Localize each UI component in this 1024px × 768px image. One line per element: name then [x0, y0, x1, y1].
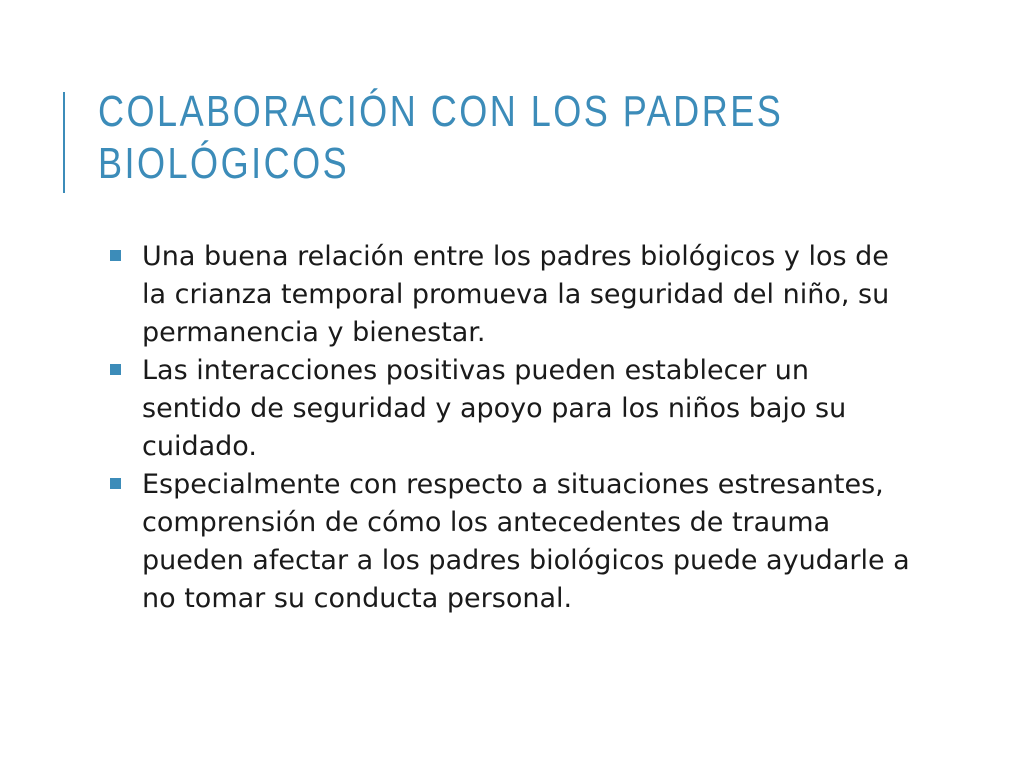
bullet-item: [110, 466, 910, 618]
square-bullet-icon: [110, 478, 121, 489]
bullet-list: [110, 238, 910, 618]
slide-title: COLABORACIÓN CON LOS PADRES BIOLÓGICOS: [98, 87, 784, 188]
bullet-item: [110, 238, 910, 352]
bullet-item: [110, 352, 910, 466]
bullet-text: Una buena relación entre los padres biológicos y los de la crianza temporal promueva la seguridad del niño, su permanencia y bienestar.: [142, 241, 890, 348]
bullet-text: Las interacciones positivas pueden establecer un sentido de seguridad y apoyo para los niños bajo su cuidado.: [142, 355, 847, 462]
square-bullet-icon: [110, 364, 121, 375]
title-accent-rule: [63, 92, 65, 193]
square-bullet-icon: [110, 250, 121, 261]
bullet-text: Especialmente con respecto a situaciones estresantes, comprensión de cómo los antecedentes de trauma pueden afectar a los padres biológicos puede ayudarle a no tomar su conducta personal.: [142, 469, 910, 614]
